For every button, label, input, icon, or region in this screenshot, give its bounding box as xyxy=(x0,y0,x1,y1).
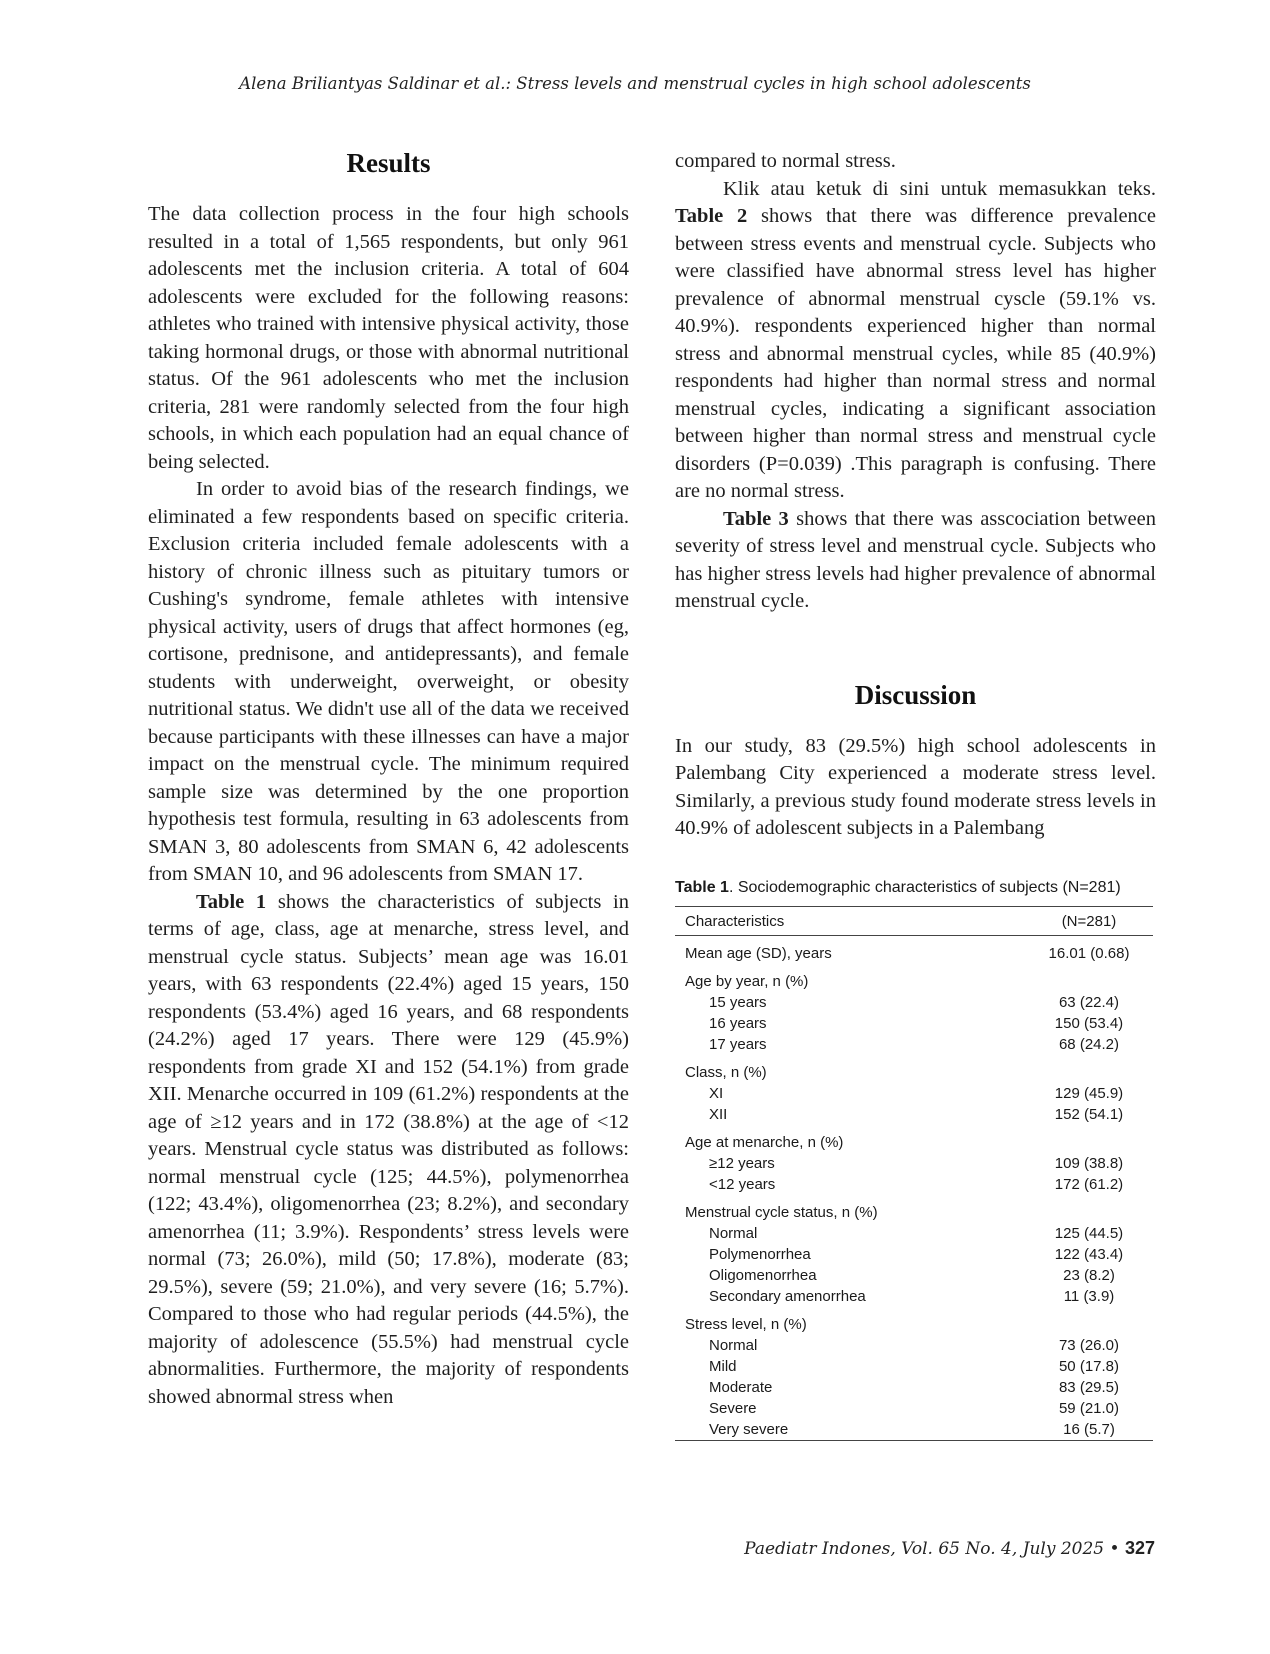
table-row xyxy=(675,1223,1153,1244)
row-label: 15 years xyxy=(709,994,767,1011)
table-row xyxy=(675,1307,1153,1335)
column-header-n: (N=281) xyxy=(1061,913,1117,930)
table-1-caption-text: . Sociodemographic characteristics of subjects (N=281) xyxy=(728,879,1121,896)
running-header: Alena Briliantyas Saldinar et al.: Stress levels and menstrual cycles in high school adolescents xyxy=(239,74,1031,93)
table-row xyxy=(675,1286,1153,1307)
row-value: 152 (54.1) xyxy=(1054,1106,1124,1123)
row-value: 129 (45.9) xyxy=(1054,1085,1124,1102)
row-label: Moderate xyxy=(709,1379,773,1396)
row-label: 17 years xyxy=(709,1036,767,1053)
row-value: 23 (8.2) xyxy=(1063,1267,1115,1284)
row-value: 122 (43.4) xyxy=(1054,1246,1124,1263)
results-paragraph-6-text: shows that there was asscociation between severity of stress level and menstrual cycle. Subjects who has higher stress levels had higher prevalence of abnormal menstrual cycle. xyxy=(675,507,1156,612)
table-row xyxy=(675,1195,1153,1223)
results-paragraph-5 xyxy=(675,176,1156,506)
row-label: Mild xyxy=(709,1358,737,1375)
row-label: Menstrual cycle status, n (%) xyxy=(685,1204,878,1221)
row-value: 59 (21.0) xyxy=(1058,1400,1120,1417)
results-heading: Results xyxy=(346,148,431,178)
row-label: Secondary amenorrhea xyxy=(709,1288,866,1305)
table-row xyxy=(675,992,1153,1013)
row-value xyxy=(1015,1125,1153,1153)
row-value: 73 (26.0) xyxy=(1058,1337,1120,1354)
row-value: 16 (5.7) xyxy=(1063,1421,1115,1438)
table-row xyxy=(675,1265,1153,1286)
table-row xyxy=(675,1104,1153,1125)
table-header-row xyxy=(675,907,1153,936)
table-1-reference: Table 1 xyxy=(196,890,267,913)
row-value xyxy=(1015,964,1153,992)
table-row xyxy=(675,1419,1153,1441)
table-row xyxy=(675,1356,1153,1377)
row-value: 172 (61.2) xyxy=(1054,1176,1124,1193)
row-label: 16 years xyxy=(709,1015,767,1032)
row-label: Polymenorrhea xyxy=(709,1246,811,1263)
row-label: Very severe xyxy=(709,1421,789,1438)
row-value: 125 (44.5) xyxy=(1054,1225,1124,1242)
table-row xyxy=(675,964,1153,992)
row-value: 16.01 (0.68) xyxy=(1048,945,1130,962)
page-footer xyxy=(744,1538,1155,1559)
row-label: ≥12 years xyxy=(709,1155,775,1172)
table-row xyxy=(675,1083,1153,1104)
row-label: Normal xyxy=(709,1337,758,1354)
results-paragraph-4: compared to normal stress. xyxy=(675,150,896,172)
table-row xyxy=(675,936,1153,965)
table-1-caption-label: Table 1 xyxy=(675,879,729,896)
table-row xyxy=(675,1244,1153,1265)
results-paragraph-3 xyxy=(148,889,629,1412)
left-column xyxy=(148,140,629,1411)
row-value: 109 (38.8) xyxy=(1054,1155,1124,1172)
table-row xyxy=(675,1153,1153,1174)
placeholder-text: Klik atau ketuk di sini untuk memasukkan teks. xyxy=(723,177,1156,200)
row-label: Age by year, n (%) xyxy=(685,973,809,990)
results-paragraph-3-text: shows the characteristics of subjects in terms of age, class, age at menarche, stress level, and menstrual cycle status. Subjects’ mean age was 16.01 years, with 63 respondents (22.4%) aged 15 years, 150 respondents (53.4%) aged 16 years, and 68 respondents (24.2%) aged 17 years. There were 129 (45.9%) respondents from grade XI and 152 (54.1%) from grade XII. Menarche occurred in 109 (61.2%) respondents at the age of ≥12 years and in 172 (38.8%) at the age of <12 years. Menstrual cycle status was distributed as follows: normal menstrual cycle (125; 44.5%), polymenorrhea (122; 43.4%), oligomenorrhea (23; 8.2%), and secondary amenorrhea (11; 3.9%). Respondents’ stress levels were normal (73; 26.0%), mild (50; 17.8%), moderate (83; 29.5%), severe (59; 21.0%), and very severe (16; 5.7%). Compared to those who had regular periods (44.5%), the majority of adolescence (55.5%) had menstrual cycle abnormalities. Furthermore, the majority of respondents showed abnormal stress when xyxy=(148,890,629,1408)
table-row xyxy=(675,1335,1153,1356)
row-value xyxy=(1015,1307,1153,1335)
table-1-grid xyxy=(675,906,1153,1441)
row-value xyxy=(1015,1195,1153,1223)
row-value: 68 (24.2) xyxy=(1058,1036,1120,1053)
row-value: 63 (22.4) xyxy=(1058,994,1120,1011)
table-3-reference: Table 3 xyxy=(723,507,789,530)
table-row xyxy=(675,1055,1153,1083)
row-value: 11 (3.9) xyxy=(1063,1288,1115,1305)
table-1-caption xyxy=(675,878,1155,898)
table-body xyxy=(675,936,1153,1441)
row-label: Oligomenorrhea xyxy=(709,1267,817,1284)
row-label: Normal xyxy=(709,1225,758,1242)
table-row xyxy=(675,1398,1153,1419)
table-2-reference: Table 2 xyxy=(675,205,748,227)
row-label: Mean age (SD), years xyxy=(685,945,832,962)
table-row xyxy=(675,1125,1153,1153)
right-column xyxy=(675,148,1156,843)
row-label: <12 years xyxy=(709,1176,776,1193)
table-row xyxy=(675,1013,1153,1034)
table-1 xyxy=(675,878,1155,1441)
discussion-heading: Discussion xyxy=(854,679,977,710)
page-number: 327 xyxy=(1124,1538,1155,1558)
discussion-paragraph-1: In our study, 83 (29.5%) high school adolescents in Palembang City experienced a moderate stress level. Similarly, a previous study found moderate stress levels in 40.9% of adolescent subjects in a Palembang xyxy=(675,734,1156,839)
table-row xyxy=(675,1034,1153,1055)
results-paragraph-5-text: shows that there was difference prevalence between stress events and menstrual cycle. Subjects who were classified have abnormal stress level has higher prevalence of abnormal menstrual cyscle (59.1% vs. 40.9%). respondents experienced higher than normal stress and abnormal menstrual cycles, while 85 (40.9%) respondents had higher than normal stress and normal menstrual cycles, indicating a significant association between higher than normal stress and menstrual cycle disorders (P=0.039) .This paragraph is confusing. There are no normal stress. xyxy=(675,205,1156,502)
table-row xyxy=(675,1377,1153,1398)
row-label: Stress level, n (%) xyxy=(685,1316,807,1333)
results-paragraph-2: In order to avoid bias of the research findings, we eliminated a few respondents based on specific criteria. Exclusion criteria included female adolescents with a history of chronic illness such as pituitary tumors or Cushing's syndrome, female athletes with intensive physical activity, users of drugs that affect hormones (eg, cortisone, prednisone, and antidepressants), and female students with underweight, overweight, or obesity nutritional status. We didn't use all of the data we received because participants with these illnesses can have a major impact on the menstrual cycle. The minimum required sample size was determined by the one proportion hypothesis test formula, resulting in 63 adolescents from SMAN 3, 80 adolescents from SMAN 6, 42 adolescents from SMAN 10, and 96 adolescents from SMAN 17. xyxy=(148,478,629,885)
row-label: Class, n (%) xyxy=(685,1064,767,1081)
footer-citation: Paediatr Indones, Vol. 65 No. 4, July 2025 • xyxy=(744,1539,1125,1559)
results-paragraph-6 xyxy=(675,506,1156,616)
row-value: 50 (17.8) xyxy=(1058,1358,1120,1375)
column-header-characteristics: Characteristics xyxy=(685,913,785,930)
row-label: XII xyxy=(709,1106,728,1123)
row-label: XI xyxy=(709,1085,724,1102)
results-paragraph-1: The data collection process in the four high schools resulted in a total of 1,565 respondents, but only 961 adolescents met the inclusion criteria. A total of 604 adolescents were excluded for the following reasons: athletes who trained with intensive physical activity, those taking hormonal drugs, or those with abnormal nutritional status. Of the 961 adolescents who met the inclusion criteria, 281 were randomly selected from the four high schools, in which each population had an equal chance of being selected. xyxy=(148,203,629,473)
row-label: Severe xyxy=(709,1400,757,1417)
row-value: 150 (53.4) xyxy=(1054,1015,1124,1032)
row-value xyxy=(1015,1055,1153,1083)
table-row xyxy=(675,1174,1153,1195)
row-value: 83 (29.5) xyxy=(1058,1379,1120,1396)
row-label: Age at menarche, n (%) xyxy=(685,1134,844,1151)
